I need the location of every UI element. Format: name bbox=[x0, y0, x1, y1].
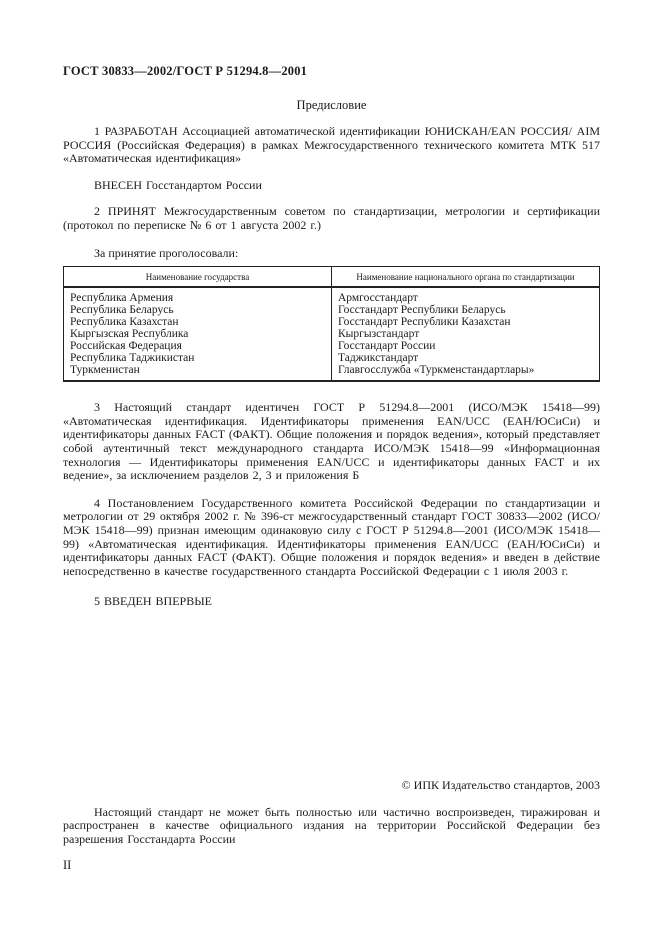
table-row bbox=[64, 287, 600, 304]
table-row bbox=[64, 328, 600, 340]
standards-body-cell: Госстандарт Республики Беларусь bbox=[338, 304, 506, 317]
table-row bbox=[64, 304, 600, 316]
standards-body-cell: Армгосстандарт bbox=[338, 292, 418, 305]
state-name-cell: Туркменистан bbox=[64, 364, 332, 381]
paragraph-developed-by: 1 РАЗРАБОТАН Ассоциацией автоматической идентификации ЮНИСКАН/EAN РОССИЯ/ AIM РОССИЯ (Российская Федерация) в рамках Межгосударственного технического комитета МТК 517 «Автоматическая идентификация» bbox=[63, 124, 600, 166]
footer-block bbox=[63, 779, 600, 872]
table-row bbox=[64, 364, 600, 381]
table-row bbox=[64, 352, 600, 364]
state-name-cell: Кыргызская Республика bbox=[64, 328, 332, 340]
state-name-cell: Российская Федерация bbox=[64, 340, 332, 352]
paragraph-first-introduced: 5 ВВЕДЕН ВПЕРВЫЕ bbox=[94, 594, 212, 609]
vote-intro-line: За принятие проголосовали: bbox=[94, 245, 239, 260]
vote-table-header-state: Наименование государства bbox=[64, 267, 332, 288]
copyright-line: © ИПК Издательство стандартов, 2003 bbox=[401, 778, 600, 792]
state-name-cell: Республика Армения bbox=[64, 287, 332, 304]
state-name-cell: Республика Казахстан bbox=[64, 316, 332, 328]
table-row bbox=[64, 316, 600, 328]
preface-title: Предисловие bbox=[296, 98, 367, 112]
standards-body-cell: Госстандарт Республики Казахстан bbox=[338, 316, 511, 329]
standard-code-header: ГОСТ 30833—2002/ГОСТ Р 51294.8—2001 bbox=[63, 64, 308, 78]
standards-body-cell: Таджикстандарт bbox=[338, 352, 419, 365]
paragraph-identical-standard: 3 Настоящий стандарт идентичен ГОСТ Р 51294.8—2001 (ИСО/МЭК 15418—99) «Автоматическая идентификация. Идентификаторы применения EAN/UCC (ЕАН/ЮСиСи) и идентификаторы данных FACT (ФАКТ). Общие положения и порядок ведения», который представляет собой аутентичный текст международного стандарта ИСО/МЭК 15418—99 «Информационная технология — Идентификаторы применения EAN/UCC и идентификаторы данных FACT и их ведение», за исключением разделов 2, 3 и приложения Б bbox=[63, 400, 600, 483]
paragraph-submitted-by: ВНЕСЕН Госстандартом России bbox=[94, 177, 262, 192]
paragraph-resolution: 4 Постановлением Государственного комитета Российской Федерации по стандартизации и метрологии от 29 октября 2002 г. № 396-ст межгосударственный стандарт ГОСТ 30833—2002 (ИСО/МЭК 15418—99) признан имеющим одинаковую силу с ГОСТ Р 51294.8—2001 (ИСО/МЭК 15418—99) «Автоматическая идентификация. Идентификаторы применения EAN/UCC (ЕАН/ЮСиСи) и идентификаторы данных FACT (ФАКТ). Общие положения и порядок ведения» и введен в действие непосредственно в качестве государственного стандарта Российской Федерации с 1 июля 2003 г. bbox=[63, 495, 600, 578]
standards-body-cell: Кыргызстандарт bbox=[338, 328, 420, 341]
reproduction-restriction-note: Настоящий стандарт не может быть полностью или частично воспроизведен, тиражирован и распространен в качестве официального издания на территории Российской Федерации без разрешения Госстандарта России bbox=[63, 804, 600, 846]
state-name-cell: Республика Таджикистан bbox=[64, 352, 332, 364]
standards-body-cell: Главгосслужба «Туркменстандартлары» bbox=[338, 364, 535, 377]
page-number: II bbox=[63, 858, 72, 873]
vote-table-header-body: Наименование национального органа по стандартизации bbox=[332, 267, 600, 288]
table-row bbox=[64, 340, 600, 352]
vote-table bbox=[63, 266, 600, 382]
vote-table-header-row bbox=[64, 267, 600, 288]
standards-body-cell: Госстандарт России bbox=[338, 340, 436, 353]
paragraph-adopted-by: 2 ПРИНЯТ Межгосударственным советом по стандартизации, метрологии и сертификации (протокол по переписке № 6 от 1 августа 2002 г.) bbox=[63, 204, 600, 232]
state-name-cell: Республика Беларусь bbox=[64, 304, 332, 316]
